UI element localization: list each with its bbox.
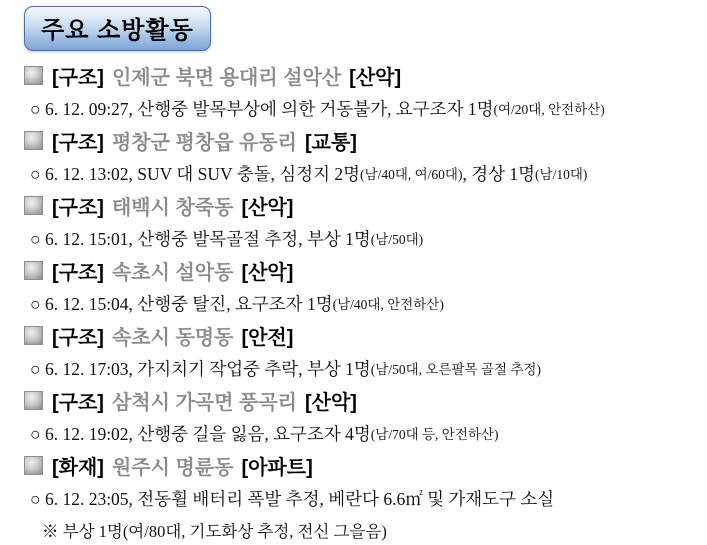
- entry-category: [구조]: [52, 327, 104, 349]
- activity-entry: [24, 124, 701, 189]
- entry-location: 인제군 북면 용대리 설악산: [111, 67, 342, 89]
- entry-category: [구조]: [52, 67, 104, 89]
- entry-type: [교통]: [304, 132, 357, 154]
- activity-entry: [24, 449, 701, 545]
- entry-category: [구조]: [52, 197, 104, 219]
- entry-detail-text: ○ 6. 12. 15:04, 산행중 탈진, 요구조자 1명: [30, 293, 333, 314]
- entry-location: 평창군 평창읍 유동리: [111, 132, 297, 154]
- activity-entry: [24, 254, 701, 319]
- activity-entry: [24, 319, 701, 384]
- entry-header: [24, 189, 701, 222]
- square-bullet-icon: [24, 456, 43, 475]
- entry-detail-text: ○ 6. 12. 23:05, 전동휠 배터리 폭발 추정, 베란다 6.6㎡ 및 가재도구 소실: [30, 488, 555, 509]
- square-bullet-icon: [24, 261, 43, 280]
- square-bullet-icon: [24, 196, 43, 215]
- entry-header: [24, 254, 701, 287]
- entry-category: [구조]: [52, 132, 104, 154]
- entry-detail-text: ○ 6. 12. 13:02, SUV 대 SUV 충돌, 심정지 2명: [30, 163, 361, 184]
- square-bullet-icon: [24, 391, 43, 410]
- entry-type: [산악]: [241, 197, 294, 219]
- entry-type: [산악]: [304, 392, 357, 414]
- entry-detail: [24, 417, 701, 449]
- entry-header: [24, 124, 701, 157]
- entry-detail-text: ○ 6. 12. 09:27, 산행중 발목부상에 의한 거동불가, 요구조자 1명: [30, 98, 494, 119]
- square-bullet-icon: [24, 326, 43, 345]
- entry-detail: [24, 287, 701, 319]
- entry-location: 원주시 명륜동: [111, 457, 234, 479]
- section-title: 주요 소방활동: [24, 6, 211, 51]
- entry-detail-paren: (남/40대, 안전하산): [332, 297, 444, 312]
- entry-detail-paren: (남/70대 등, 안전하산): [370, 427, 499, 442]
- activity-entry: [24, 59, 701, 124]
- entry-header: [24, 319, 701, 352]
- entry-detail: [24, 352, 701, 384]
- entry-location: 삼척시 가곡면 풍곡리: [111, 392, 297, 414]
- entry-header: [24, 449, 701, 482]
- activity-entry: [24, 384, 701, 449]
- entry-note: [24, 514, 701, 545]
- entry-type: [산악]: [241, 262, 294, 284]
- square-bullet-icon: [24, 66, 43, 85]
- entry-location: 속초시 설악동: [111, 262, 234, 284]
- entry-type: [안전]: [241, 327, 294, 349]
- entry-detail-paren: (남/40대, 여/60대): [360, 167, 463, 182]
- entry-detail: [24, 222, 701, 254]
- entry-location: 속초시 동명동: [111, 327, 234, 349]
- entry-detail: [24, 157, 701, 189]
- activity-list: [0, 59, 707, 545]
- entry-detail-text: ○ 6. 12. 17:03, 가지치기 작업중 추락, 부상 1명: [30, 358, 371, 379]
- entry-type: [아파트]: [241, 457, 313, 479]
- entry-detail-paren: (남/50대): [370, 232, 424, 247]
- entry-detail-paren: (남/10대): [535, 167, 588, 182]
- entry-detail-text: ○ 6. 12. 15:01, 산행중 발목골절 추정, 부상 1명: [30, 228, 371, 249]
- square-bullet-icon: [24, 131, 43, 150]
- entry-note-text: ※ 부상 1명(여/80대, 기도화상 추정, 전신 그을음): [42, 521, 387, 541]
- entry-detail-paren: (남/50대, 오른팔목 골절 추정): [370, 362, 541, 377]
- entry-detail: [24, 482, 701, 514]
- activity-entry: [24, 189, 701, 254]
- entry-detail-paren: (여/20대, 안전하산): [493, 102, 605, 117]
- entry-category: [구조]: [52, 392, 104, 414]
- entry-category: [구조]: [52, 262, 104, 284]
- entry-header: [24, 384, 701, 417]
- entry-detail-text: ○ 6. 12. 19:02, 산행중 길을 잃음, 요구조자 4명: [30, 423, 371, 444]
- entry-detail-text: , 경상 1명: [462, 163, 536, 184]
- entry-location: 태백시 창죽동: [111, 197, 234, 219]
- entry-header: [24, 59, 701, 92]
- entry-detail: [24, 92, 701, 124]
- entry-type: [산악]: [349, 67, 402, 89]
- entry-category: [화재]: [52, 457, 104, 479]
